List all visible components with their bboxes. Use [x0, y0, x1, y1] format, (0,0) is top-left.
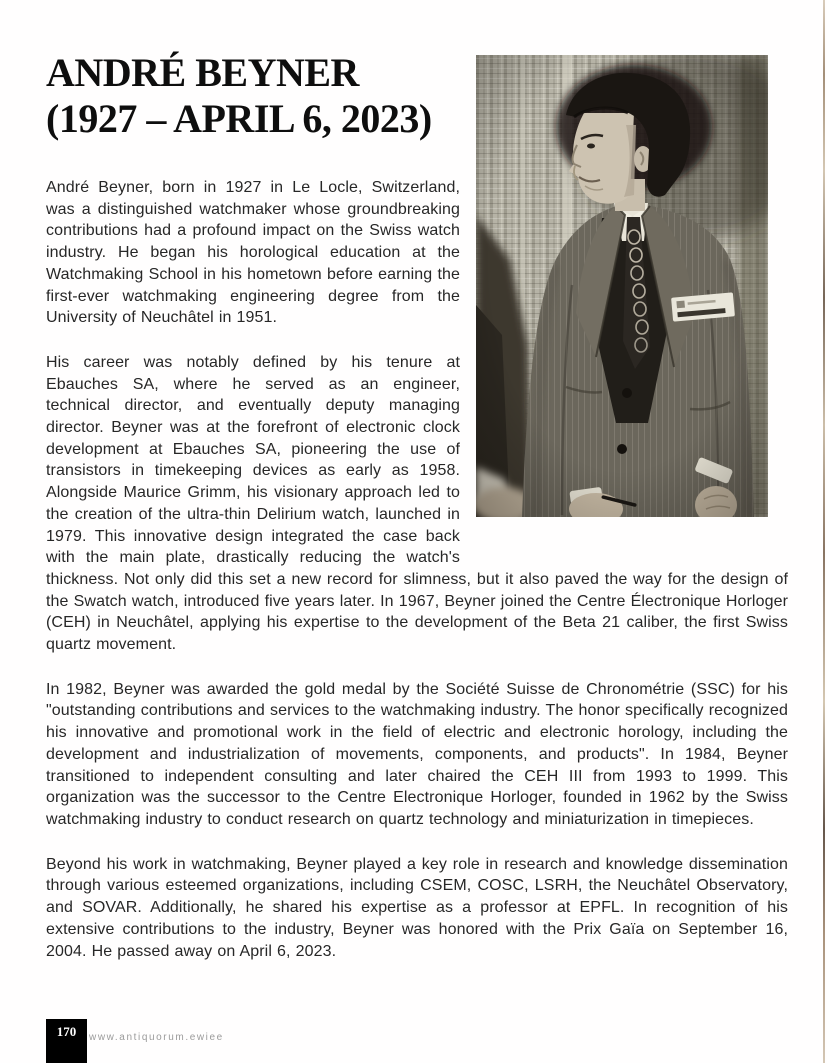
page-title-line2: (1927 – APRIL 6, 2023) [46, 96, 432, 141]
page-edge-line [823, 0, 825, 1063]
biography-paragraph-1: André Beyner, born in 1927 in Le Locle, Switzerland, was a distinguished watchmaker whose groundbreaking contributions had a profound impact on the Swiss watch industry. He began his horological education at the Watchmaking School in his hometown before earning the first-ever watchmaking engineering degree from the University of Neuchâtel in 1951. [46, 179, 460, 327]
biography-paragraph-3: In 1982, Beyner was awarded the gold medal by the Société Suisse de Chronométrie (SSC) for his "outstanding contributions and services to the watchmaking industry. The honor specifically recognized his innovative and promotional work in the field of electric and electronic horology, including the development and industrialization of movements, components, and products". In 1984, Beyner transitioned to independent consulting and later chaired the CEH III from 1993 to 1999. This organization was the successor to the Centre Electronique Horloger, founded in 1962 by the Swiss watchmaking industry to conduct research on quartz technology and miniaturization in timepieces. [46, 680, 788, 828]
biography-paragraph-4: Beyond his work in watchmaking, Beyner played a key role in research and knowledge dissemination through various esteemed organizations, including CSEM, COSC, LSRH, the Neuchâtel Observatory, and SOVAR. Additionally, he shared his expertise as a professor at EPFL. In recognition of his extensive contributions to the industry, Beyner was honored with the Prix Gaïa on September 16, 2004. He passed away on April 6, 2023. [46, 855, 788, 960]
beyner-photo-illustration [476, 55, 768, 517]
footer-url: www.antiquorum.ewiee [89, 1032, 224, 1043]
beyner-photo [476, 55, 768, 517]
page-title-line1: ANDRÉ BEYNER [46, 50, 359, 95]
biography-paragraph-2: His career was notably defined by his tenure at Ebauches SA, where he served as an engineer, technical director, and eventually deputy managing director. Beyner was at the forefront of electronic clock development at Ebauches SA, pioneering the use of transistors in timekeeping devices as early as 1958. Alongside Maurice Grimm, his visionary approach led to the creation of the ultra-thin Delirium watch, launched in 1979. This innovative design integrated the case back with the main plate, drastically reducing the watch's thickness. Not only did this set a new record for slimness, but it also paved the way for the design of the Swatch watch, introduced five years later. In 1967, Beyner joined the Centre Électronique Horloger (CEH) in Neuchâtel, applying his expertise to the development of the Beta 21 caliber, the first Swiss quartz movement. [46, 353, 788, 654]
page-number: 170 [56, 1024, 77, 1039]
page-number-box [46, 1019, 87, 1063]
page-content [46, 0, 788, 962]
